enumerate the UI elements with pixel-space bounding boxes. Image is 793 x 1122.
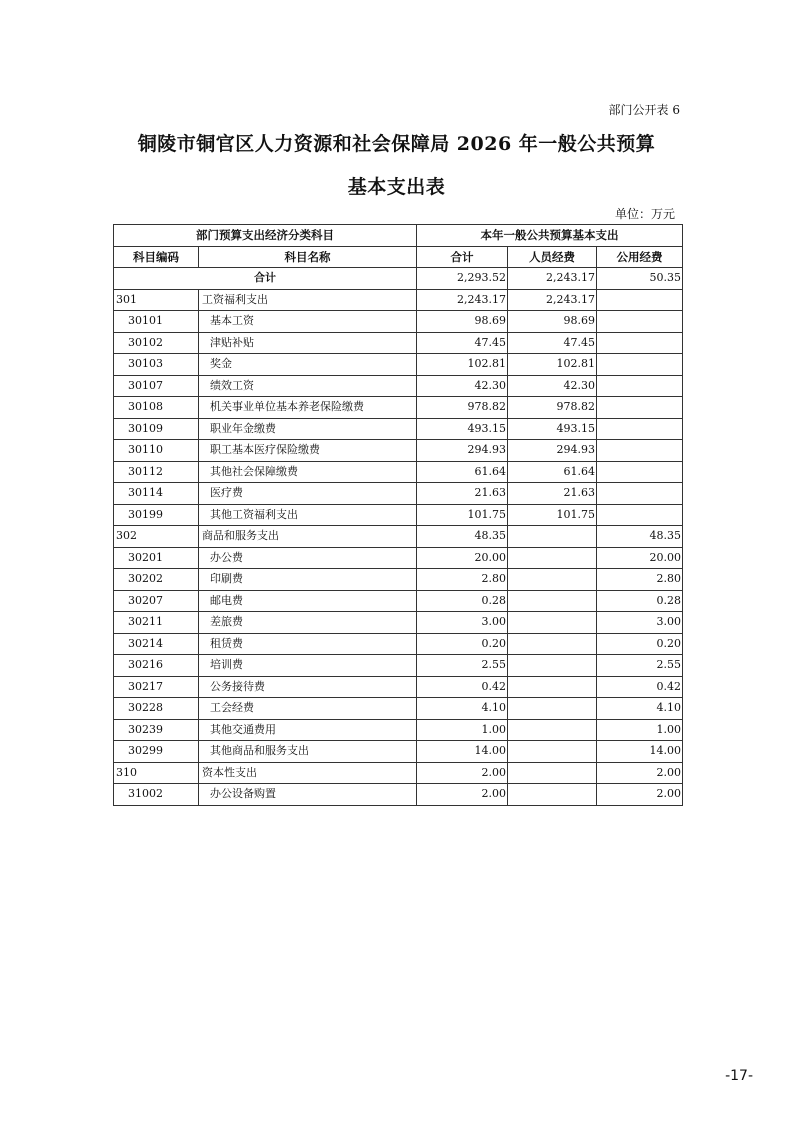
row-name: 其他工资福利支出 — [199, 504, 417, 526]
row-name: 邮电费 — [199, 590, 417, 612]
table-row — [114, 741, 683, 763]
table-row — [114, 719, 683, 741]
table-row — [114, 612, 683, 634]
row-name: 资本性支出 — [199, 762, 417, 784]
row-code: 30107 — [114, 375, 199, 397]
row-code: 30214 — [114, 633, 199, 655]
row-name: 机关事业单位基本养老保险缴费 — [199, 397, 417, 419]
row-code: 30239 — [114, 719, 199, 741]
total-public: 50.35 — [597, 268, 683, 290]
row-code: 30228 — [114, 698, 199, 720]
row-public: 2.00 — [597, 784, 683, 806]
row-name: 公务接待费 — [199, 676, 417, 698]
total-label: 合计 — [114, 268, 417, 290]
row-code: 30211 — [114, 612, 199, 634]
row-code: 30201 — [114, 547, 199, 569]
row-code: 30202 — [114, 569, 199, 591]
row-public — [597, 375, 683, 397]
row-name: 培训费 — [199, 655, 417, 677]
page-number: -17- — [725, 1068, 753, 1084]
row-public — [597, 354, 683, 376]
row-personnel — [508, 590, 597, 612]
row-name: 职工基本医疗保险缴费 — [199, 440, 417, 462]
row-total: 294.93 — [417, 440, 508, 462]
row-public — [597, 461, 683, 483]
row-name: 工资福利支出 — [199, 289, 417, 311]
header-name: 科目名称 — [199, 246, 417, 268]
row-total: 48.35 — [417, 526, 508, 548]
table-row — [114, 397, 683, 419]
row-total: 47.45 — [417, 332, 508, 354]
table-row — [114, 762, 683, 784]
row-code: 30101 — [114, 311, 199, 333]
row-personnel — [508, 676, 597, 698]
row-code: 30103 — [114, 354, 199, 376]
row-total: 2,243.17 — [417, 289, 508, 311]
row-total: 2.00 — [417, 784, 508, 806]
table-body — [114, 268, 683, 806]
row-code: 30299 — [114, 741, 199, 763]
row-public — [597, 311, 683, 333]
row-total: 1.00 — [417, 719, 508, 741]
row-code: 31002 — [114, 784, 199, 806]
row-code: 30112 — [114, 461, 199, 483]
row-name: 印刷费 — [199, 569, 417, 591]
row-public: 0.20 — [597, 633, 683, 655]
row-name: 差旅费 — [199, 612, 417, 634]
table-row — [114, 504, 683, 526]
row-name: 基本工资 — [199, 311, 417, 333]
row-personnel: 978.82 — [508, 397, 597, 419]
table-row — [114, 483, 683, 505]
row-personnel — [508, 633, 597, 655]
row-code: 30110 — [114, 440, 199, 462]
header-total: 合计 — [417, 246, 508, 268]
table-row — [114, 590, 683, 612]
row-total: 2.00 — [417, 762, 508, 784]
row-total: 20.00 — [417, 547, 508, 569]
row-total: 978.82 — [417, 397, 508, 419]
row-total: 2.80 — [417, 569, 508, 591]
row-name: 其他商品和服务支出 — [199, 741, 417, 763]
row-name: 医疗费 — [199, 483, 417, 505]
row-public — [597, 397, 683, 419]
row-public: 2.80 — [597, 569, 683, 591]
row-total: 61.64 — [417, 461, 508, 483]
row-public: 48.35 — [597, 526, 683, 548]
page-title: 铜陵市铜官区人力资源和社会保障局 2026 年一般公共预算 — [137, 133, 656, 155]
table-row — [114, 354, 683, 376]
row-personnel — [508, 526, 597, 548]
row-code: 310 — [114, 762, 199, 784]
row-public: 0.28 — [597, 590, 683, 612]
row-name: 绩效工资 — [199, 375, 417, 397]
row-personnel: 98.69 — [508, 311, 597, 333]
row-total: 493.15 — [417, 418, 508, 440]
row-total: 101.75 — [417, 504, 508, 526]
table-row — [114, 375, 683, 397]
table-row — [114, 311, 683, 333]
row-public: 14.00 — [597, 741, 683, 763]
total-total: 2,293.52 — [417, 268, 508, 290]
budget-table-container — [113, 224, 682, 806]
header-economic-classification: 部门预算支出经济分类科目 — [114, 225, 417, 247]
row-total: 2.55 — [417, 655, 508, 677]
row-personnel: 61.64 — [508, 461, 597, 483]
table-row — [114, 461, 683, 483]
row-total: 0.28 — [417, 590, 508, 612]
row-public — [597, 504, 683, 526]
row-total: 4.10 — [417, 698, 508, 720]
header-public: 公用经费 — [597, 246, 683, 268]
row-personnel: 47.45 — [508, 332, 597, 354]
row-code: 30108 — [114, 397, 199, 419]
row-code: 30216 — [114, 655, 199, 677]
row-name: 工会经费 — [199, 698, 417, 720]
row-personnel: 493.15 — [508, 418, 597, 440]
row-personnel — [508, 612, 597, 634]
table-row — [114, 784, 683, 806]
row-code: 30109 — [114, 418, 199, 440]
row-total: 14.00 — [417, 741, 508, 763]
row-public: 2.55 — [597, 655, 683, 677]
table-row — [114, 633, 683, 655]
row-personnel — [508, 784, 597, 806]
row-name: 办公设备购置 — [199, 784, 417, 806]
row-name: 奖金 — [199, 354, 417, 376]
row-name: 职业年金缴费 — [199, 418, 417, 440]
row-name: 商品和服务支出 — [199, 526, 417, 548]
row-personnel — [508, 547, 597, 569]
row-name: 租赁费 — [199, 633, 417, 655]
header-column-row — [114, 246, 683, 268]
unit-label: 单位：万元 — [614, 207, 675, 221]
row-personnel: 294.93 — [508, 440, 597, 462]
table-row — [114, 440, 683, 462]
row-total: 0.42 — [417, 676, 508, 698]
row-public: 4.10 — [597, 698, 683, 720]
document-label: 部门公开表 6 — [608, 103, 680, 117]
row-public — [597, 289, 683, 311]
row-total: 21.63 — [417, 483, 508, 505]
row-personnel: 101.75 — [508, 504, 597, 526]
row-total: 42.30 — [417, 375, 508, 397]
row-name: 其他社会保障缴费 — [199, 461, 417, 483]
row-total: 0.20 — [417, 633, 508, 655]
row-personnel — [508, 719, 597, 741]
header-personnel: 人员经费 — [508, 246, 597, 268]
row-total: 98.69 — [417, 311, 508, 333]
row-code: 302 — [114, 526, 199, 548]
row-code: 30199 — [114, 504, 199, 526]
row-code: 30207 — [114, 590, 199, 612]
header-group-row — [114, 225, 683, 247]
row-personnel: 21.63 — [508, 483, 597, 505]
table-row — [114, 526, 683, 548]
page-subtitle: 基本支出表 — [347, 176, 446, 198]
row-public: 1.00 — [597, 719, 683, 741]
table-row — [114, 289, 683, 311]
row-public — [597, 332, 683, 354]
total-personnel: 2,243.17 — [508, 268, 597, 290]
row-name: 办公费 — [199, 547, 417, 569]
row-public: 3.00 — [597, 612, 683, 634]
row-public: 2.00 — [597, 762, 683, 784]
row-public: 20.00 — [597, 547, 683, 569]
row-code: 30102 — [114, 332, 199, 354]
table-row — [114, 418, 683, 440]
header-code: 科目编码 — [114, 246, 199, 268]
row-code: 30217 — [114, 676, 199, 698]
table-row — [114, 676, 683, 698]
row-total: 3.00 — [417, 612, 508, 634]
table-row — [114, 698, 683, 720]
row-code: 30114 — [114, 483, 199, 505]
row-name: 其他交通费用 — [199, 719, 417, 741]
row-personnel — [508, 569, 597, 591]
total-row — [114, 268, 683, 290]
table-row — [114, 569, 683, 591]
header-basic-expenditure: 本年一般公共预算基本支出 — [417, 225, 683, 247]
row-personnel — [508, 741, 597, 763]
row-public — [597, 418, 683, 440]
budget-table — [113, 224, 683, 806]
table-row — [114, 655, 683, 677]
row-public: 0.42 — [597, 676, 683, 698]
row-personnel: 42.30 — [508, 375, 597, 397]
table-row — [114, 547, 683, 569]
row-code: 301 — [114, 289, 199, 311]
row-personnel: 2,243.17 — [508, 289, 597, 311]
row-personnel: 102.81 — [508, 354, 597, 376]
row-total: 102.81 — [417, 354, 508, 376]
table-row — [114, 332, 683, 354]
row-personnel — [508, 698, 597, 720]
row-public — [597, 440, 683, 462]
row-personnel — [508, 655, 597, 677]
row-personnel — [508, 762, 597, 784]
row-name: 津贴补贴 — [199, 332, 417, 354]
row-public — [597, 483, 683, 505]
